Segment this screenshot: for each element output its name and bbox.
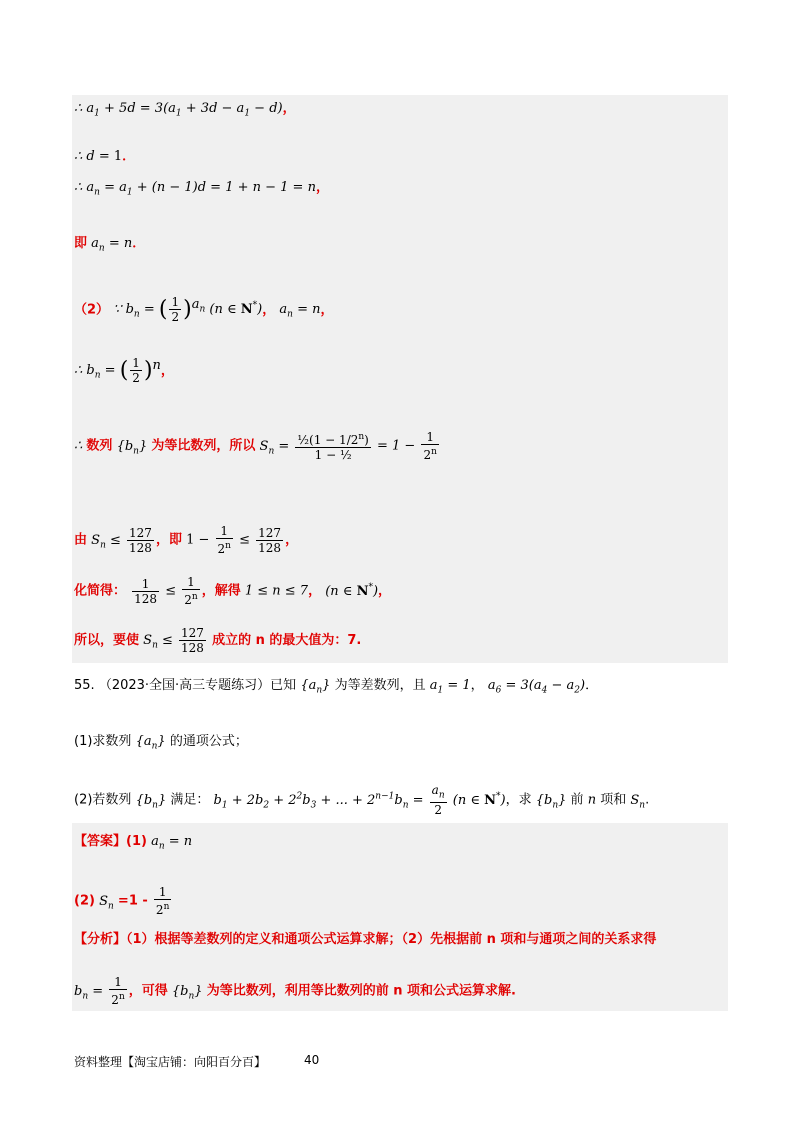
solution-final: 所以，要使 $S_n$ ≤ $\frac{127}{128}$ 成立的 n 的最大值为：7.: [74, 626, 362, 655]
solution-from-sn: 由 $S_n$ ≤ $\frac{127}{128}$ ，即 1 − $\frac{1}{2^n}$ ≤ $\frac{127}{128}$ ，: [74, 524, 299, 556]
analysis-line-1: 【分析】（1）根据等差数列的定义和通项公式运算求解；（2）先根据前 n 项和与通项之间的关系求得: [74, 932, 657, 947]
solution-bn: ∴ $b_n$ = ( $\frac{1}{2}$ )$^n$，: [74, 356, 174, 386]
problem-statement: 55. （2023·全国·高三专题练习）已知 $\{a_n\}$ 为等差数列，且 $a_1 = 1$， $a_6 = 3(a_4 - a_2)$．: [74, 678, 599, 696]
solution-part-2: （2） ∵ $b_n$ = ( $\frac{1}{2}$ )$^{a_n}$ (n ∈ N*)， $a_n = n$，: [74, 295, 334, 325]
footer-text: 资料整理【淘宝店铺：向阳百分百】: [74, 1055, 267, 1069]
problem-question-1: (1)求数列 $\{a_n\}$ 的通项公式；: [74, 734, 248, 752]
answer-2: (2) $S_n =1$ - $\frac{1}{2^n}$: [74, 885, 170, 917]
solution-step-1: ∴ $a_1 + 5d = 3(a_1 + 3d - a_1 - d)$，: [74, 101, 296, 119]
solution-simplify: 化简得： $\frac{1}{128}$ ≤ $\frac{1}{2^n}$ ，解得 1 ≤ n ≤ 7， (n ∈ N*)，: [74, 575, 392, 607]
solution-step-3: ∴ $a_n = a_1 + (n - 1)d = 1 + n - 1 = n$，: [74, 180, 329, 198]
problem-question-2: (2)若数列 $\{b_n\}$ 满足： $b_1 + 2b_2 + 2^2b_3$ + ... + $2^{n-1}b_n$ = $\frac{a_n}{2}$ (n ∈ N*)，求 $\{b_n\}$ 前 n 项和 $S_n$.: [74, 783, 650, 818]
solution-geometric-sum: ∴ 数列 $\{b_n\}$ 为等比数列，所以 $S_n$ = $\frac{\frac{1}{2}(1 - 1/2^n)}{\text{1 − ½}}$ = 1 − $\frac{1}{2^n}$: [74, 430, 437, 462]
page-number: 40: [304, 1053, 320, 1067]
answer-1: 【答案】(1) $a_n = n$: [74, 834, 193, 852]
analysis-line-2: $b_n$ = $\frac{1}{2^n}$ ，可得 $\{b_n\}$ 为等比数列，利用等比数列的前 n 项和公式运算求解.: [74, 975, 516, 1007]
solution-step-2: ∴ d = 1．: [74, 149, 136, 164]
solution-step-4: 即 $a_n = n$．: [74, 236, 146, 254]
